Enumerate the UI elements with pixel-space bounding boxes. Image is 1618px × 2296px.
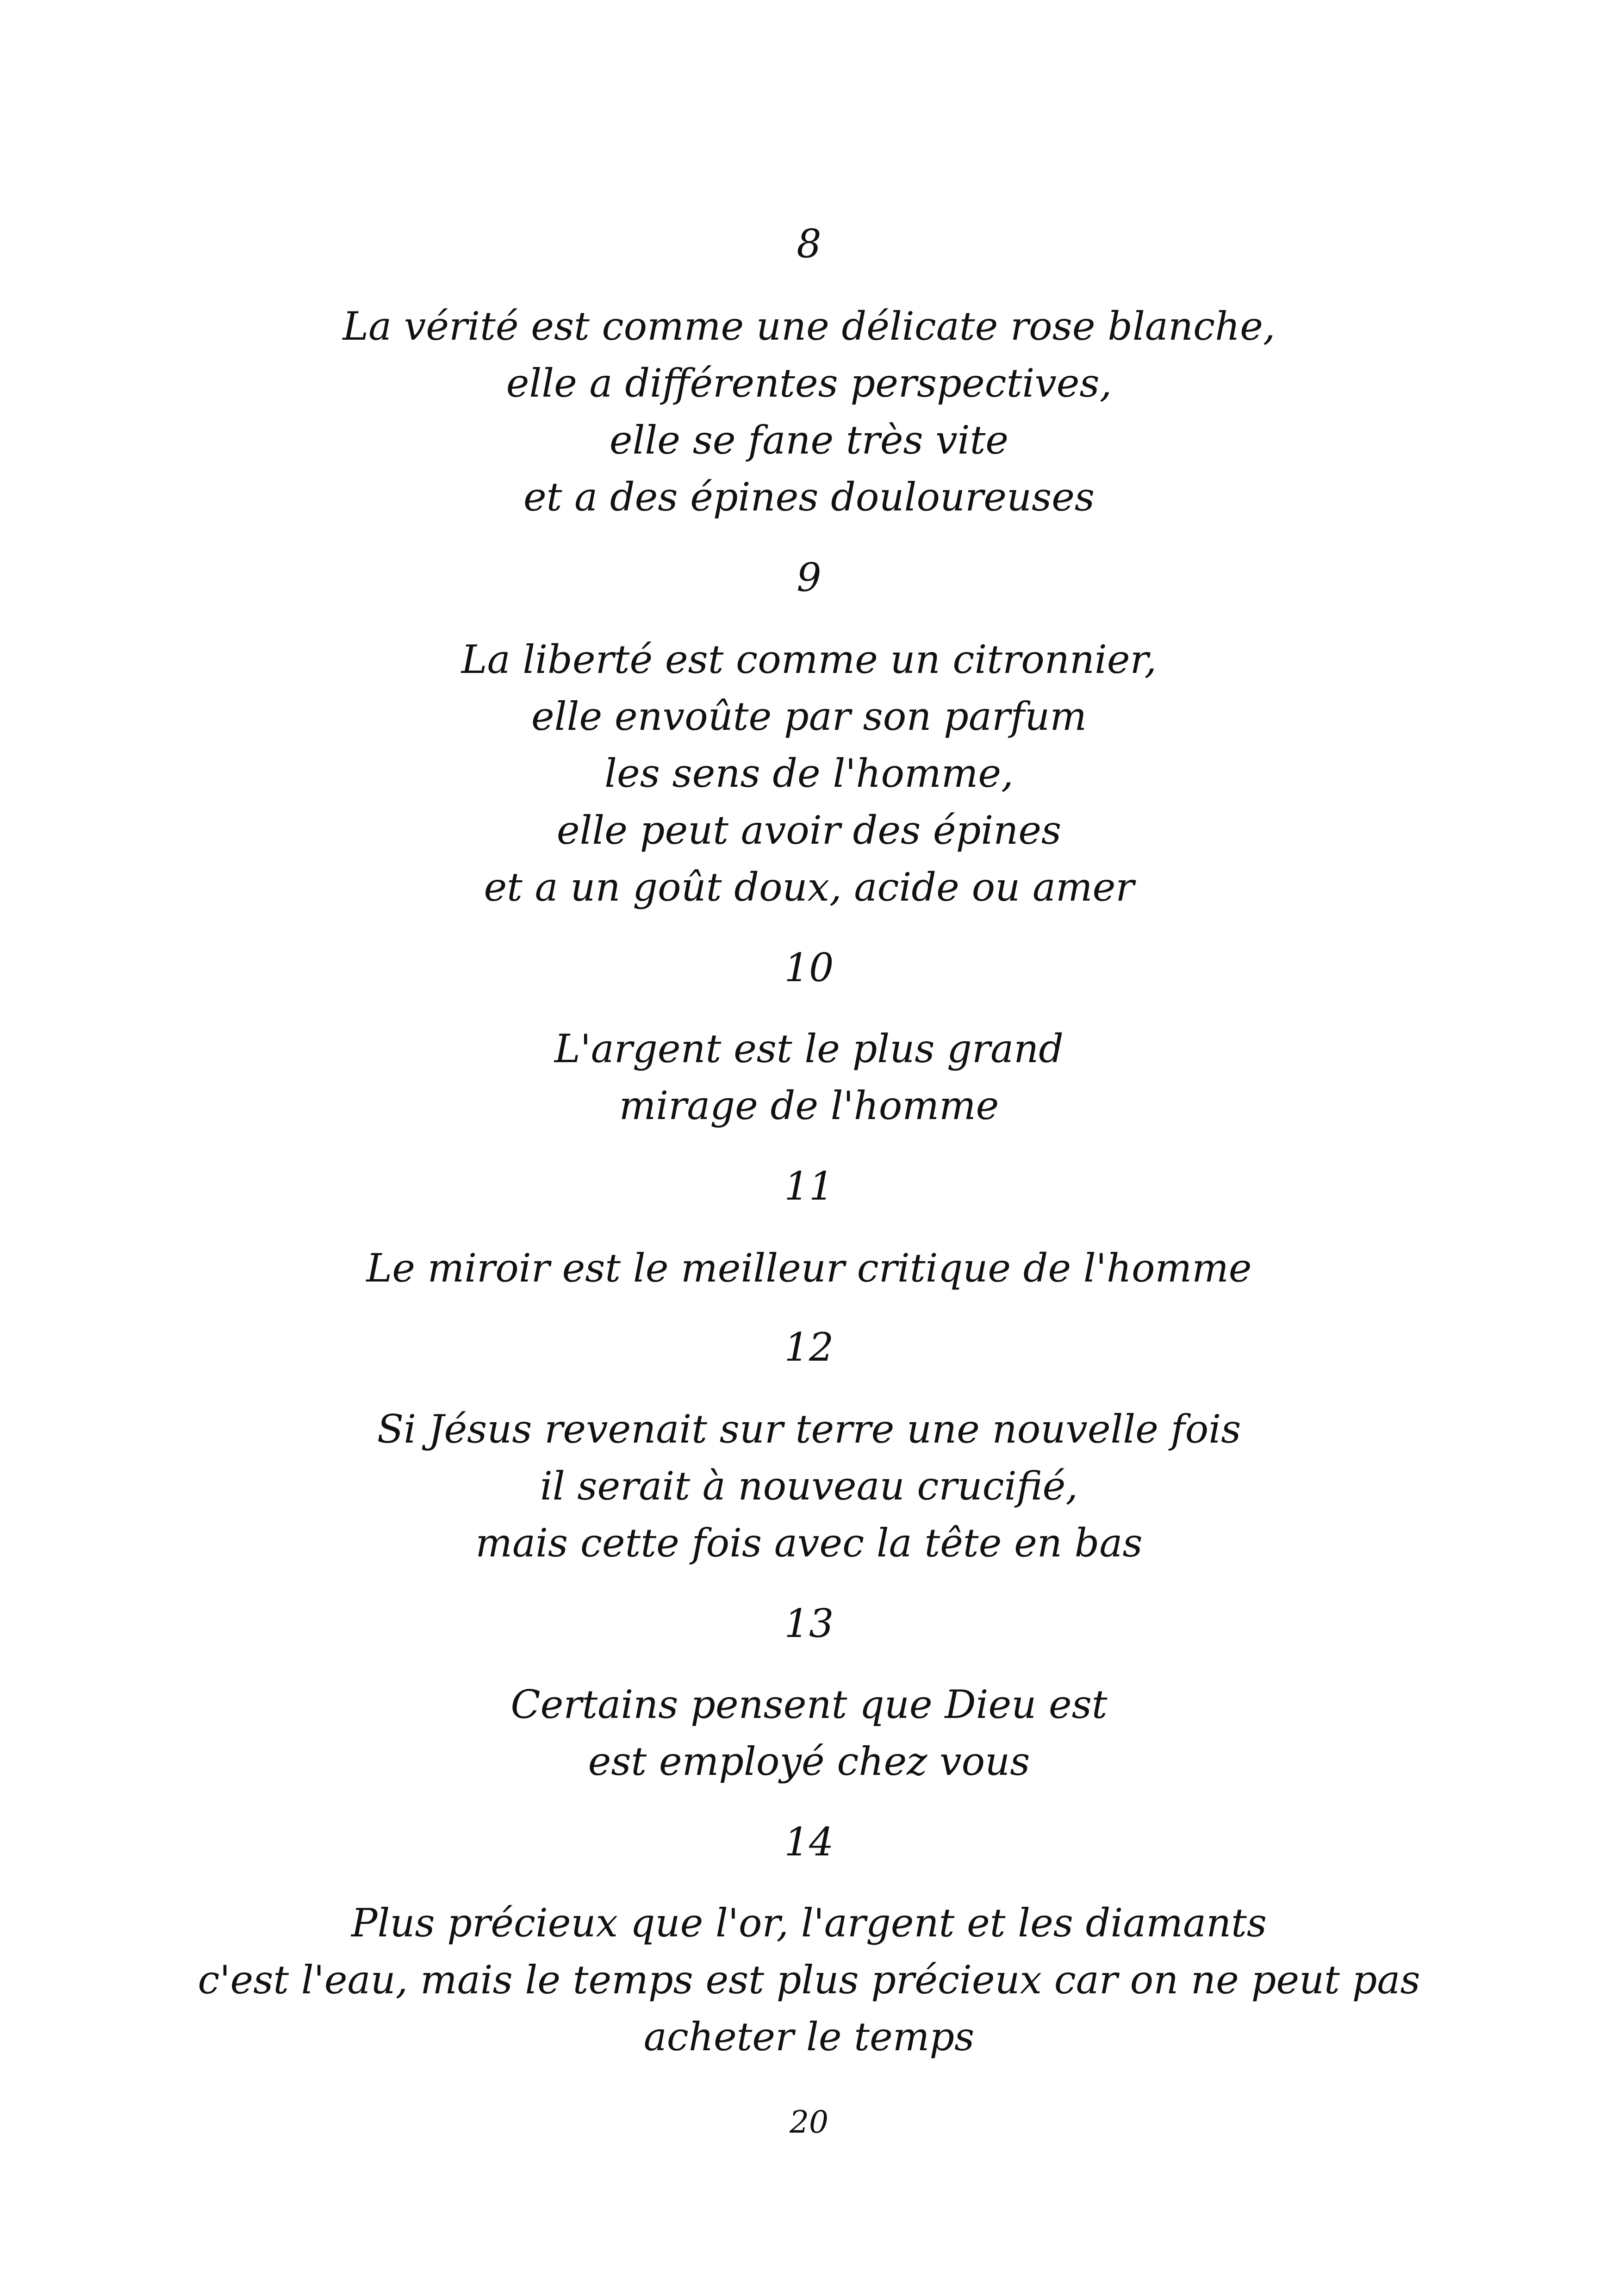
section-number: 11: [784, 1164, 834, 1209]
text-line: et a un goût doux, acide ou amer: [484, 865, 1134, 910]
section-number: 12: [784, 1325, 834, 1370]
text-line: les sens de l'homme,: [604, 751, 1014, 796]
text-line: mirage de l'homme: [619, 1083, 999, 1128]
text-line: L'argent est le plus grand: [554, 1026, 1064, 1071]
section-number: 10: [784, 945, 834, 990]
text-line: est employé chez vous: [588, 1739, 1030, 1784]
text-line: Plus précieux que l'or, l'argent et les diamants: [351, 1900, 1267, 1946]
section-number: 14: [784, 1819, 834, 1865]
text-line: elle envoûte par son parfum: [531, 694, 1087, 739]
text-line: Si Jésus revenait sur terre une nouvelle fois: [377, 1406, 1241, 1452]
text-line: c'est l'eau, mais le temps est plus précieux car on ne peut pas: [198, 1957, 1420, 2003]
text-line: elle se fane très vite: [609, 417, 1009, 463]
page-number: 20: [790, 2104, 828, 2140]
section-number: 8: [797, 221, 821, 267]
text-line: La vérité est comme une délicate rose blanche,: [342, 304, 1276, 349]
text-line: Certains pensent que Dieu est: [510, 1682, 1108, 1727]
text-line: et a des épines douloureuses: [523, 474, 1095, 520]
text-line: il serait à nouveau crucifié,: [540, 1463, 1078, 1509]
text-line: La liberté est comme un citronnier,: [461, 637, 1157, 682]
text-line: mais cette fois avec la tête en bas: [475, 1520, 1143, 1566]
text-line: Le miroir est le meilleur critique de l'homme: [366, 1245, 1252, 1291]
text-line: elle peut avoir des épines: [556, 808, 1062, 853]
text-line: elle a différentes perspectives,: [506, 361, 1112, 406]
section-number: 9: [797, 555, 821, 600]
text-line: acheter le temps: [643, 2014, 975, 2060]
section-number: 13: [784, 1601, 834, 1646]
